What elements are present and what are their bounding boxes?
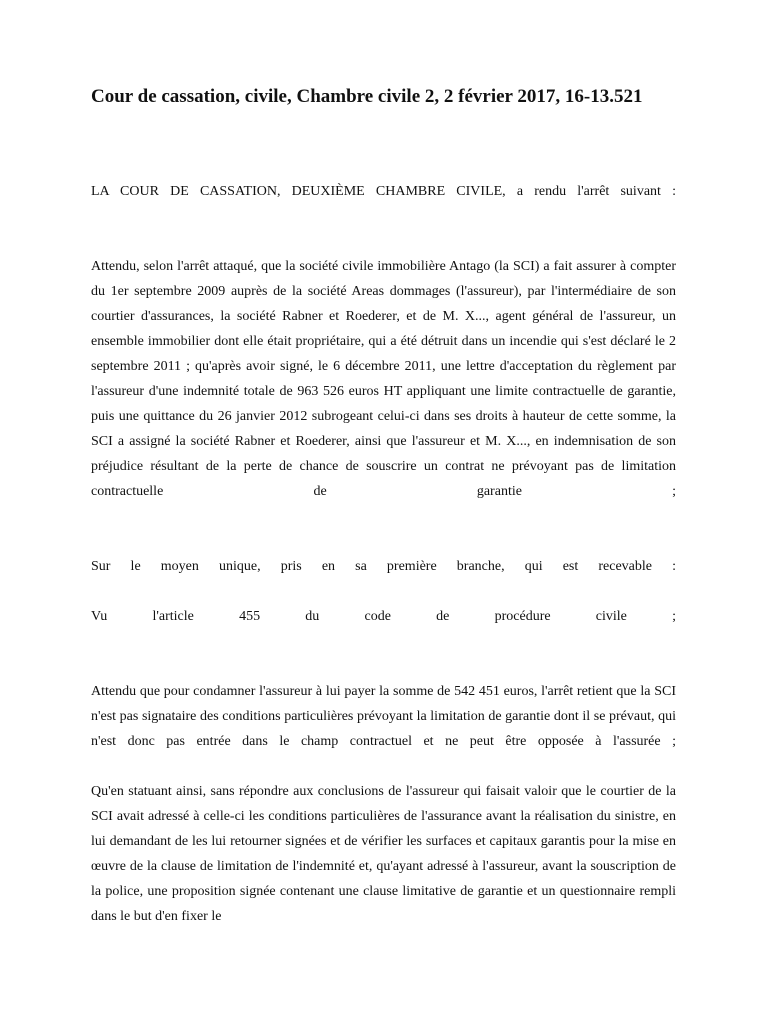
paragraph-vu-article: Vu l'article 455 du code de procédure civile ; — [91, 609, 676, 624]
document-title: Cour de cassation, civile, Chambre civile 2, 2 février 2017, 16-13.521 — [91, 86, 643, 107]
paragraph-moyen: Sur le moyen unique, pris en sa première branche, qui est recevable : — [91, 559, 676, 574]
paragraph-intro: LA COUR DE CASSATION, DEUXIÈME CHAMBRE CIVILE, a rendu l'arrêt suivant : — [91, 184, 676, 199]
document-page — [91, 84, 676, 924]
paragraph-facts: Attendu, selon l'arrêt attaqué, que la société civile immobilière Antago (la SCI) a fait assurer à compter du 1er septembre 2009 auprès de la société Areas dommages (l'assureur), par l'intermédiaire de son courtier d'assurances, la société Rabner et Roederer, et de M. X..., agent général de l'assureur, un ensemble immobilier dont elle était propriétaire, qui a été détruit dans un incendie qui s'est déclaré le 2 septembre 2011 ; qu'après avoir signé, le 6 décembre 2011, une lettre d'acceptation du règlement par l'assureur d'une indemnité totale de 963 526 euros HT appliquant une limite contractuelle de garantie, puis une quittance du 26 janvier 2012 subrogeant celui-ci dans ses droits à hauteur de cette somme, la SCI a assigné la société Rabner et Roederer, ainsi que l'assureur et M. X..., en indemnisation de son préjudice résultant de la perte de chance de souscrire un contrat ne prévoyant pas de limitation contractuelle de garantie ; — [91, 259, 676, 499]
paragraph-attendu: Attendu que pour condamner l'assureur à lui payer la somme de 542 451 euros, l'arrêt retient que la SCI n'est pas signataire des conditions particulières prévoyant la limitation de garantie dont il se prévaut, qui n'est donc pas entrée dans le champ contractuel et ne peut être opposée à l'assurée ; — [91, 684, 676, 749]
paragraph-statuant: Qu'en statuant ainsi, sans répondre aux conclusions de l'assureur qui faisait valoir que le courtier de la SCI avait adressé à celle-ci les conditions particulières de l'assurance avant la réalisation du sinistre, en lui demandant de les lui retourner signées et de vérifier les surfaces et capitaux garantis pour la mise en œuvre de la clause de limitation de l'indemnité et, qu'ayant adressé à l'assureur, avant la souscription de la police, une proposition signée contenant une clause limitative de garantie et un questionnaire rempli dans le but d'en fixer le — [91, 784, 676, 924]
